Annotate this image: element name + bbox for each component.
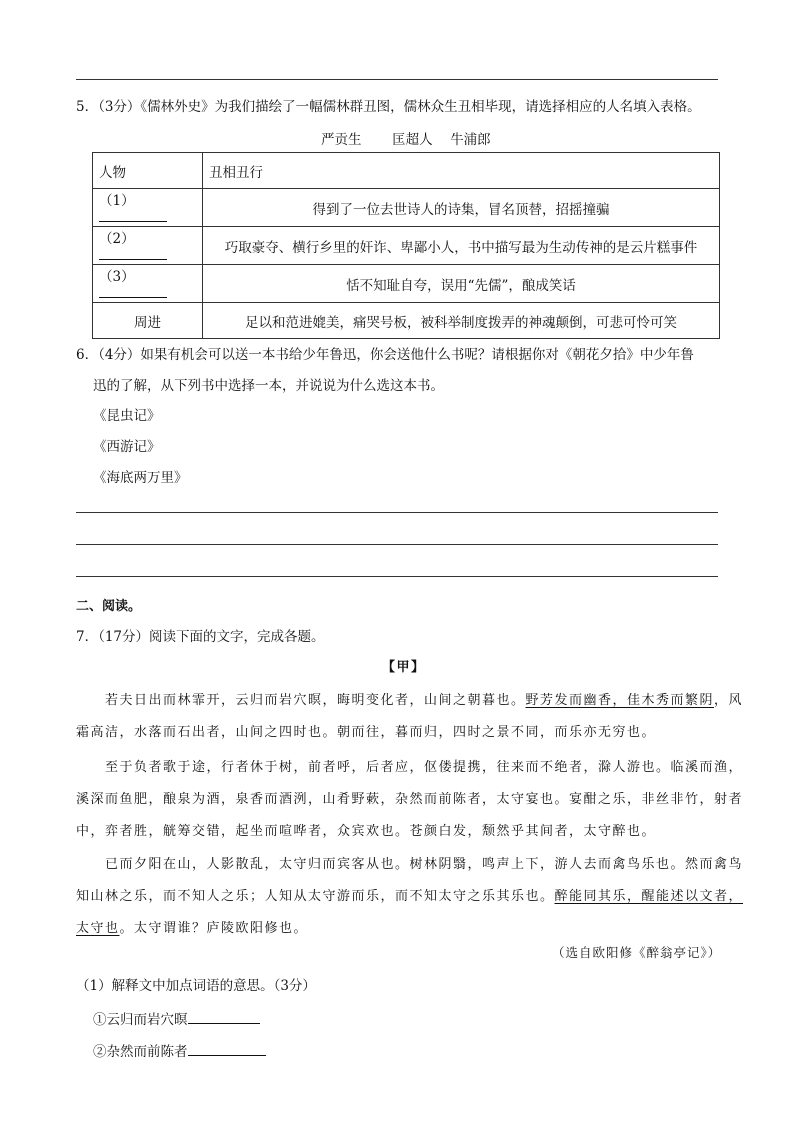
table-cell-person[interactable]: （3） [93, 265, 203, 303]
q6-stem-line2: 迅的了解，从下列书中选择一本，并说说为什么选这本书。 [93, 378, 444, 394]
subquestion-stem: （1）解释文中加点词语的意思。（3分） [76, 978, 316, 994]
passage-line: 至于负者歌于途，行者休于树，前者呼，后者应，伛偻提携，往来而不绝者，滁人游也。临溪而渔， [105, 760, 744, 775]
q5-stem: 5．（3分）《儒林外史》为我们描绘了一幅儒林群丑图，儒林众生丑相毕现，请选择相应的人名填入表格。 [76, 99, 701, 115]
table-cell-person[interactable]: （2） [93, 227, 203, 265]
passage-label: 【甲】 [382, 660, 426, 675]
q6-book-option: 《西游记》 [93, 439, 161, 455]
passage-line: 中，弈者胜，觥筹交错，起坐而喧哗者，众宾欢也。苍颜白发，颓然乎其间者，太守醉也。 [76, 824, 657, 839]
underlined-sentence: 野芳发而幽香，佳木秀而繁阴 [525, 693, 715, 708]
answer-blank[interactable] [99, 285, 167, 298]
table-cell-desc: 得到了一位去世诗人的诗集，冒名顶替，招摇撞骗 [203, 189, 720, 227]
table-cell-desc: 巧取豪夺、横行乡里的奸诈、卑鄙小人，书中描写最为生动传神的是云片糕事件 [203, 227, 720, 265]
table-header-person: 人物 [93, 153, 203, 189]
table-cell-person: 周进 [93, 303, 203, 339]
answer-line[interactable] [76, 544, 718, 545]
answer-blank[interactable] [188, 1043, 266, 1056]
passage-line: 知山林之乐，而不知人之乐；人知从太守游而乐，而不知太守之乐其乐也。醉能同其乐，醒能述以文者， [76, 889, 744, 904]
table-row [93, 189, 720, 227]
table-header-desc: 丑相丑行 [203, 153, 720, 189]
table-cell-desc: 恬不知耻自夸，误用“先儒”，酿成笑话 [203, 265, 720, 303]
underlined-sentence: 醉能同其乐，醒能述以文者， [554, 889, 744, 904]
passage-line: 太守也。太守谓谁？庐陵欧阳修也。 [76, 921, 309, 936]
table-row [93, 227, 720, 265]
passage-line: 若夫日出而林霏开，云归而岩穴暝，晦明变化者，山间之朝暮也。野芳发而幽香，佳木秀而繁阴，风 [105, 693, 744, 708]
answer-line[interactable] [76, 512, 718, 513]
name-option: 严贡生 [321, 132, 362, 148]
q5-name-options [321, 128, 491, 148]
table-cell-desc: 足以和范进媲美，痛哭号板，被科举制度拨弄的神魂颠倒，可悲可怜可笑 [203, 303, 720, 339]
q6-book-option: 《海底两万里》 [93, 470, 188, 486]
answer-blank[interactable] [188, 1011, 260, 1024]
passage-line: 霜高洁，水落而石出者，山间之四时也。朝而往，暮而归，四时之景不同，而乐亦无穷也。 [76, 725, 657, 740]
top-rule [76, 79, 718, 80]
subquestion-item: ②杂然而前陈者 [93, 1040, 266, 1060]
table-header-row [93, 153, 720, 189]
characters-table [92, 152, 720, 339]
section-title: 二、阅读。 [76, 599, 142, 614]
answer-line[interactable] [76, 576, 718, 577]
q6-stem-line1: 6．（4分）如果有机会可以送一本书给少年鲁迅，你会送他什么书呢？请根据你对《朝花夕拾》中少年鲁 [76, 347, 694, 363]
table-row [93, 265, 720, 303]
q6-book-option: 《昆虫记》 [93, 408, 161, 424]
passage-source: （选自欧阳修《醉翁亭记》） [552, 945, 722, 960]
passage-line: 溪深而鱼肥，酿泉为酒，泉香而酒洌，山肴野蔌，杂然而前陈者，太守宴也。宴酣之乐，非丝非竹，射者 [76, 792, 744, 807]
underlined-sentence: 太守也 [76, 921, 120, 936]
answer-blank[interactable] [99, 247, 167, 260]
answer-blank[interactable] [99, 209, 167, 222]
passage-line: 已而夕阳在山，人影散乱，太守归而宾客从也。树林阴翳，鸣声上下，游人去而禽鸟乐也。然而禽鸟 [105, 857, 744, 872]
table-cell-person[interactable]: （1） [93, 189, 203, 227]
subquestion-item: ①云归而岩穴暝 [93, 1008, 260, 1028]
q7-stem: 7．（17分）阅读下面的文字，完成各题。 [76, 629, 325, 645]
name-option: 匡超人 [392, 132, 433, 148]
table-row [93, 303, 720, 339]
name-option: 牛浦郎 [450, 132, 491, 148]
